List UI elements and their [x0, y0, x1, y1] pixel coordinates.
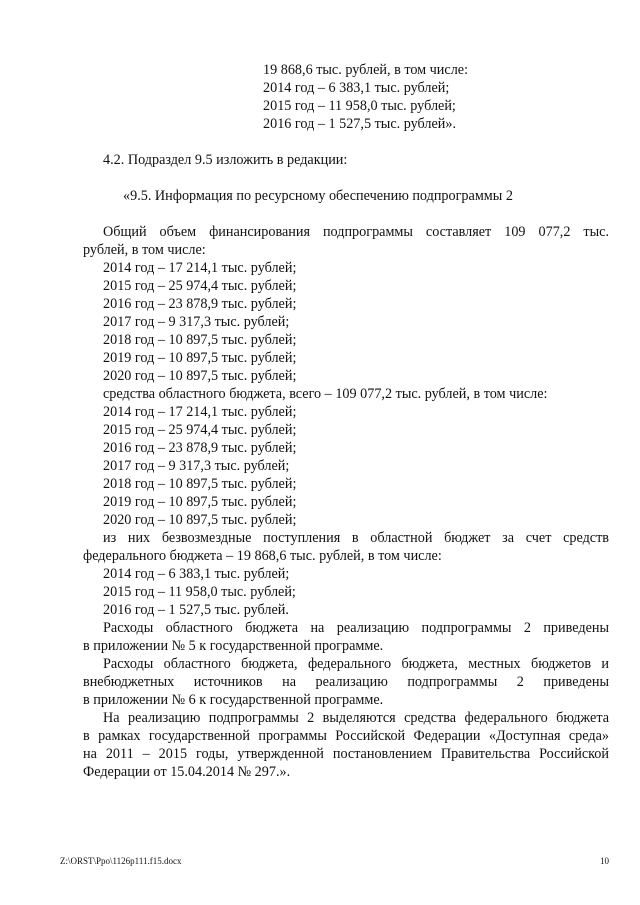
federal-year-2016: 2016 год – 1 527,5 тыс. рублей. — [103, 602, 289, 618]
federal-year-2015: 2015 год – 11 958,0 тыс. рублей; — [103, 584, 296, 600]
federal-receipts-line-1: из них безвозмездные поступления в областной бюджет за счет средств — [103, 530, 609, 546]
top-line-4: 2016 год – 1 527,5 тыс. рублей». — [263, 116, 456, 132]
total-year-2017: 2017 год – 9 317,3 тыс. рублей; — [103, 314, 290, 330]
federal-receipts-line-2: федерального бюджета – 19 868,6 тыс. рублей, в том числе: — [83, 548, 442, 564]
regional-budget-total: средства областного бюджета, всего – 109 077,2 тыс. рублей, в том числе: — [103, 386, 548, 402]
total-year-2018: 2018 год – 10 897,5 тыс. рублей; — [103, 332, 297, 348]
expenses-para-2-line-1: Расходы областного бюджета, федерального бюджета, местных бюджетов и — [103, 656, 609, 672]
total-year-2020: 2020 год – 10 897,5 тыс. рублей; — [103, 368, 297, 384]
regional-year-2017: 2017 год – 9 317,3 тыс. рублей; — [103, 458, 290, 474]
total-financing-line-1: Общий объем финансирования подпрограммы составляет 109 077,2 тыс. — [103, 224, 609, 240]
regional-year-2014: 2014 год – 17 214,1 тыс. рублей; — [103, 404, 297, 420]
footer-file-path: Z:\ORST\Ppo\1126p111.f15.docx — [60, 856, 182, 866]
total-financing-line-2: рублей, в том числе: — [83, 242, 206, 258]
total-year-2016: 2016 год – 23 878,9 тыс. рублей; — [103, 296, 297, 312]
expenses-para-2-line-3: в приложении № 6 к государственной программе. — [83, 692, 384, 708]
expenses-para-1-line-1: Расходы областного бюджета на реализацию подпрограммы 2 приведены — [103, 620, 609, 636]
section-heading: «9.5. Информация по ресурсному обеспечению подпрограммы 2 — [123, 188, 513, 204]
top-line-3: 2015 год – 11 958,0 тыс. рублей; — [263, 98, 456, 114]
expenses-para-2-line-2: внебюджетных источников на реализацию подпрограммы 2 приведены — [83, 674, 609, 690]
total-year-2019: 2019 год – 10 897,5 тыс. рублей; — [103, 350, 297, 366]
regional-year-2020: 2020 год – 10 897,5 тыс. рублей; — [103, 512, 297, 528]
federal-year-2014: 2014 год – 6 383,1 тыс. рублей; — [103, 566, 290, 582]
federal-program-line-2: в рамках государственной программы Российской Федерации «Доступная среда» — [83, 728, 609, 744]
item-4-2: 4.2. Подраздел 9.5 изложить в редакции: — [103, 152, 348, 168]
regional-year-2015: 2015 год – 25 974,4 тыс. рублей; — [103, 422, 297, 438]
regional-year-2016: 2016 год – 23 878,9 тыс. рублей; — [103, 440, 297, 456]
total-year-2015: 2015 год – 25 974,4 тыс. рублей; — [103, 278, 297, 294]
federal-program-line-4: Федерации от 15.04.2014 № 297.». — [83, 764, 291, 780]
regional-year-2019: 2019 год – 10 897,5 тыс. рублей; — [103, 494, 297, 510]
federal-program-line-3: на 2011 – 2015 годы, утвержденной постановлением Правительства Российской — [83, 746, 609, 762]
regional-year-2018: 2018 год – 10 897,5 тыс. рублей; — [103, 476, 297, 492]
total-year-2014: 2014 год – 17 214,1 тыс. рублей; — [103, 260, 297, 276]
expenses-para-1-line-2: в приложении № 5 к государственной программе. — [83, 638, 384, 654]
page-number: 10 — [600, 856, 609, 866]
top-line-1: 19 868,6 тыс. рублей, в том числе: — [263, 62, 469, 78]
federal-program-line-1: На реализацию подпрограммы 2 выделяются средства федерального бюджета — [103, 710, 609, 726]
top-line-2: 2014 год – 6 383,1 тыс. рублей; — [263, 80, 450, 96]
